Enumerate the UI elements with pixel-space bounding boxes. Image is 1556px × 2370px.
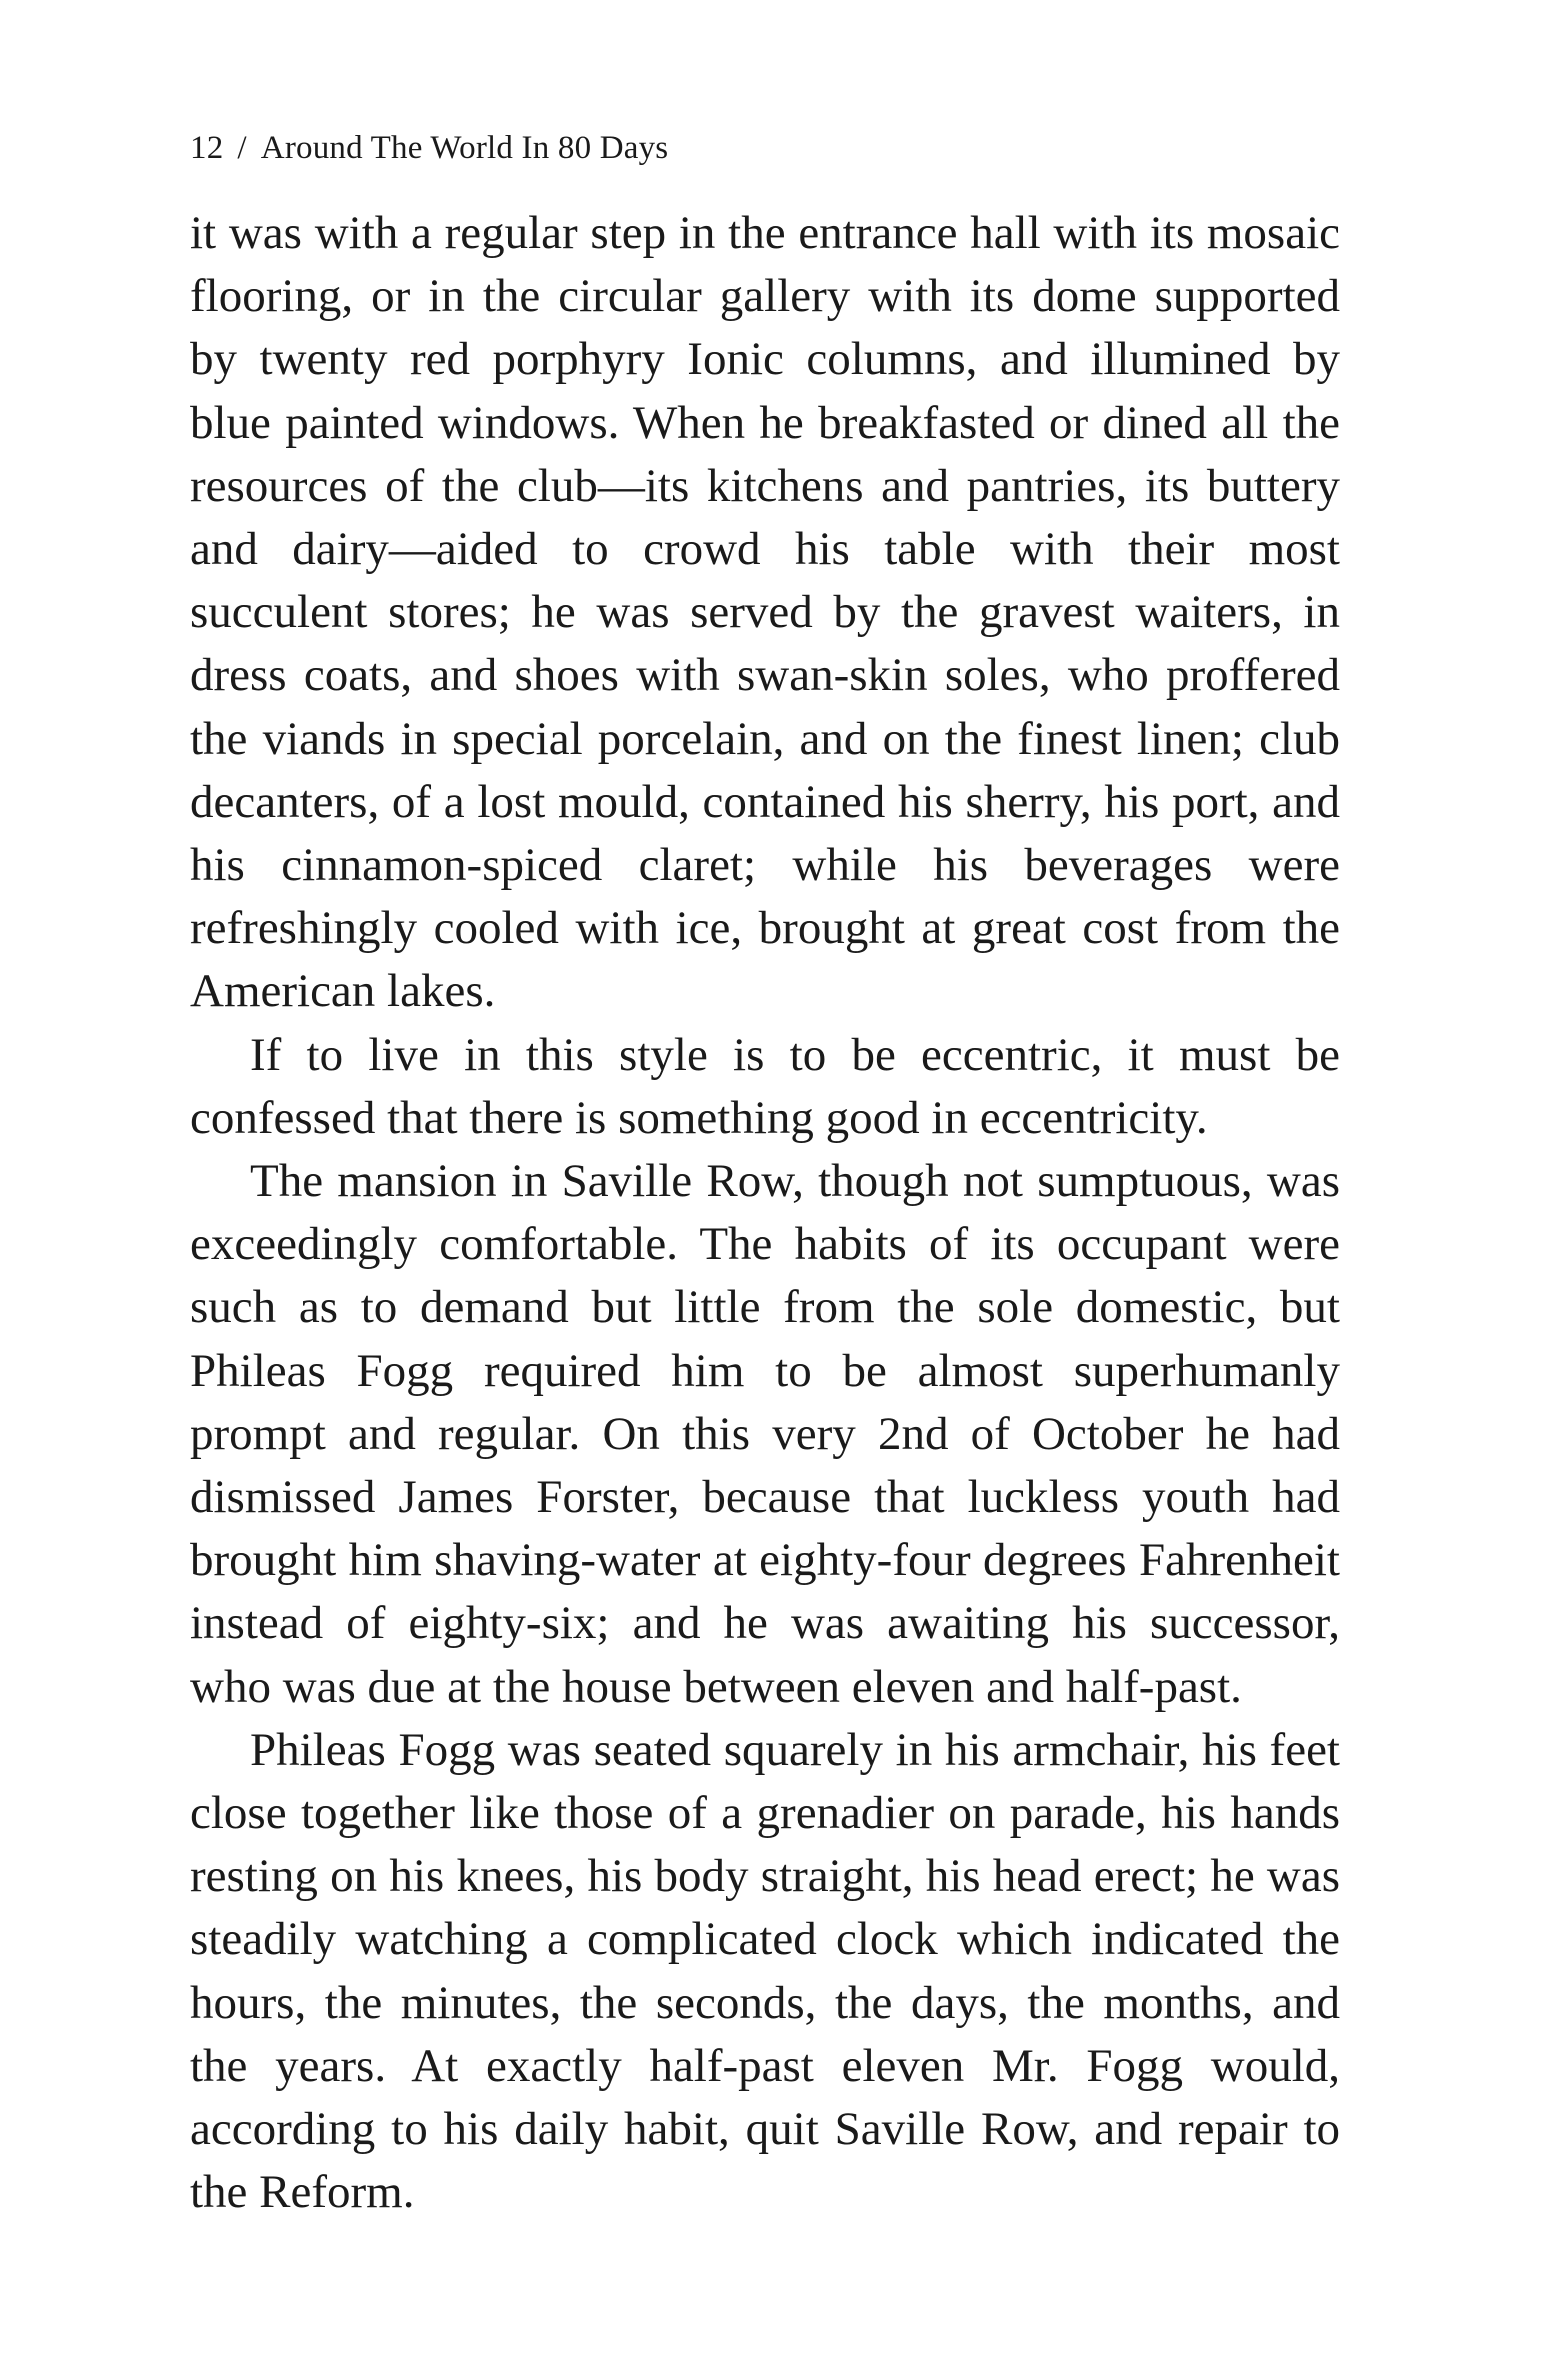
running-head: [190, 128, 668, 168]
body-text: [190, 202, 1340, 2225]
page-number: 12: [190, 130, 224, 166]
paragraph-armchair: Phileas Fogg was seated squarely in his armchair, his feet close together like those of a grenadier on parade, his hands resting on his knees, his body straight, his head erect; he was steadily watching a complicated clock which indicated the hours, the minutes, the seconds, the days, the months, and the years. At exactly half-past eleven Mr. Fogg would, according to his daily habit, quit Saville Row, and repair to the Reform.: [190, 1723, 1340, 2219]
paragraph-mansion: The mansion in Saville Row, though not sumptuous, was exceedingly comfortable. The habits of its occupant were such as to demand but little from the sole domestic, but Phileas Fogg required him to be almost superhumanly prompt and regular. On this very 2nd of October he had dismissed James Forster, because that luckless youth had brought him shaving-water at eighty-four degrees Fahrenheit instead of eighty-six; and he was awaiting his successor, who was due at the house between eleven and half-past.: [190, 1155, 1340, 1713]
paragraph-continued: it was with a regular step in the entrance hall with its mosaic flooring, or in the circular gallery with its dome supported by twenty red porphyry Ionic columns, and illumined by blue painted windows. When he breakfasted or dined all the resources of the club—its kitchens and pantries, its buttery and dairy—aided to crowd his table with their most succulent stores; he was served by the gravest waiters, in dress coats, and shoes with swan-skin soles, who proffered the viands in special porcelain, and on the finest linen; club decanters, of a lost mould, contained his sherry, his port, and his cinnamon-spiced claret; while his beverages were refreshingly cooled with ice, brought at great cost from the American lakes.: [190, 207, 1340, 1018]
running-head-separator: /: [237, 130, 247, 166]
book-title: Around The World In 80 Days: [260, 130, 669, 166]
paragraph-eccentricity: If to live in this style is to be eccentric, it must be confessed that there is something good in eccentricity.: [190, 1028, 1340, 1144]
